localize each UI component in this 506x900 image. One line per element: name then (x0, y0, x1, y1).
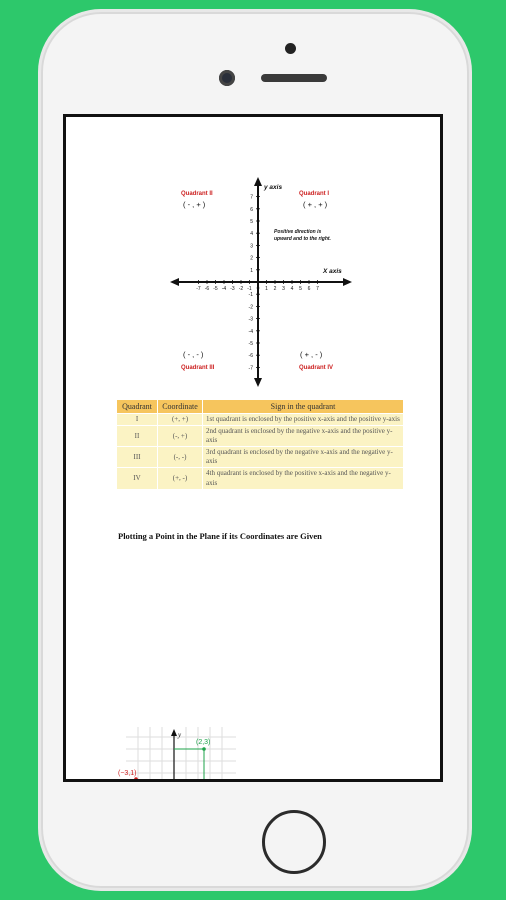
direction-note-line2: upward and to the right. (274, 236, 331, 242)
y-tick-label: 1 (250, 267, 253, 274)
y-tick-label: 2 (250, 255, 253, 262)
x-tick-label: 7 (316, 286, 319, 292)
header-coordinate: Coordinate (158, 400, 203, 414)
quadrant-iii-sign: ( - , - ) (183, 350, 204, 359)
front-camera-icon (285, 43, 296, 54)
y-tick-label: -2 (248, 304, 253, 311)
cell-description: 2nd quadrant is enclosed by the negative x-axis and the positive y-axis (203, 426, 404, 447)
y-axis-up-arrow (254, 177, 262, 186)
quadrant-iii-label: Quadrant III (181, 365, 215, 371)
x-tick-label: -1 (247, 286, 252, 292)
x-tick-label: 5 (299, 286, 302, 292)
home-button[interactable] (262, 810, 326, 874)
x-tick-label: -4 (221, 286, 227, 292)
y-tick-label: -5 (248, 341, 253, 347)
point-b-label: (−3,1) (118, 770, 137, 777)
x-tick-label: -6 (204, 286, 210, 292)
direction-note-line1: Positive direction is (274, 229, 322, 235)
table-row (117, 426, 404, 447)
point-b-marker (134, 777, 138, 779)
quadrant-iv-label: Quadrant IV (299, 365, 334, 371)
y-tick-label: 4 (250, 231, 253, 238)
cell-quadrant: I (117, 414, 158, 426)
document-screen[interactable] (63, 114, 443, 782)
x-axis-left-arrow (170, 278, 179, 286)
table-header-row (117, 400, 404, 414)
y-tick-label: -7 (248, 365, 253, 372)
cell-description: 1st quadrant is enclosed by the positive x-axis and the positive y-axis (203, 414, 404, 426)
quadrant-ii-label: Quadrant II (181, 191, 213, 197)
x-tick-label: 0 (256, 286, 260, 292)
table-row (117, 468, 404, 489)
cell-quadrant: II (117, 426, 158, 447)
y-tick-label: 6 (250, 206, 253, 213)
preview-axis-label: y (178, 731, 182, 739)
sensor-icon (219, 70, 235, 86)
y-tick-label: -4 (248, 328, 253, 335)
x-tick-label: -7 (196, 286, 201, 292)
y-tick-label: -3 (248, 316, 253, 323)
y-tick-label: -6 (248, 353, 253, 360)
quadrant-iv-sign: ( + , - ) (300, 350, 323, 359)
cell-coordinate: (-, +) (158, 426, 203, 447)
quadrant-i-label: Quadrant I (299, 191, 330, 197)
table-row (117, 414, 404, 426)
x-axis-right-arrow (343, 278, 352, 286)
x-tick-label: 4 (290, 286, 294, 292)
y-tick-label: 5 (250, 219, 253, 225)
x-tick-label: 1 (265, 286, 268, 292)
y-tick-label: -1 (248, 292, 253, 299)
cell-description: 4th quadrant is enclosed by the positive x-axis and the negative y-axis (203, 468, 404, 489)
x-axis-label: X axis (323, 268, 342, 275)
cell-coordinate: (+, +) (158, 414, 203, 426)
x-tick-label: -3 (230, 286, 235, 292)
point-a-marker (202, 747, 206, 751)
y-tick-label: 3 (250, 243, 253, 250)
header-sign: Sign in the quadrant (203, 400, 404, 414)
x-tick-label: -5 (213, 286, 218, 292)
header-quadrant: Quadrant (117, 400, 158, 414)
quadrant-sign-table (116, 399, 404, 490)
y-tick-label: 7 (250, 194, 253, 201)
cell-coordinate: (+, -) (158, 468, 203, 489)
cell-quadrant: III (117, 447, 158, 468)
x-tick-label: 3 (282, 286, 285, 292)
cell-quadrant: IV (117, 468, 158, 489)
preview-graph (118, 727, 236, 779)
section-heading: Plotting a Point in the Plane if its Coordinates are Given (118, 531, 322, 541)
point-a-label: (2,3) (196, 739, 211, 746)
x-tick-label: 2 (273, 286, 277, 292)
cell-coordinate: (-, -) (158, 447, 203, 468)
table-row (117, 447, 404, 468)
x-tick-label: -2 (238, 286, 244, 292)
quadrant-i-sign: ( + , + ) (303, 200, 328, 209)
quadrant-ii-sign: ( - , + ) (183, 200, 206, 209)
x-tick-label: 6 (307, 286, 311, 292)
cell-description: 3rd quadrant is enclosed by the negative x-axis and the negative y-axis (203, 447, 404, 468)
earpiece-speaker (261, 74, 327, 82)
y-axis-label: y axis (264, 184, 283, 191)
y-axis-down-arrow (254, 378, 262, 387)
